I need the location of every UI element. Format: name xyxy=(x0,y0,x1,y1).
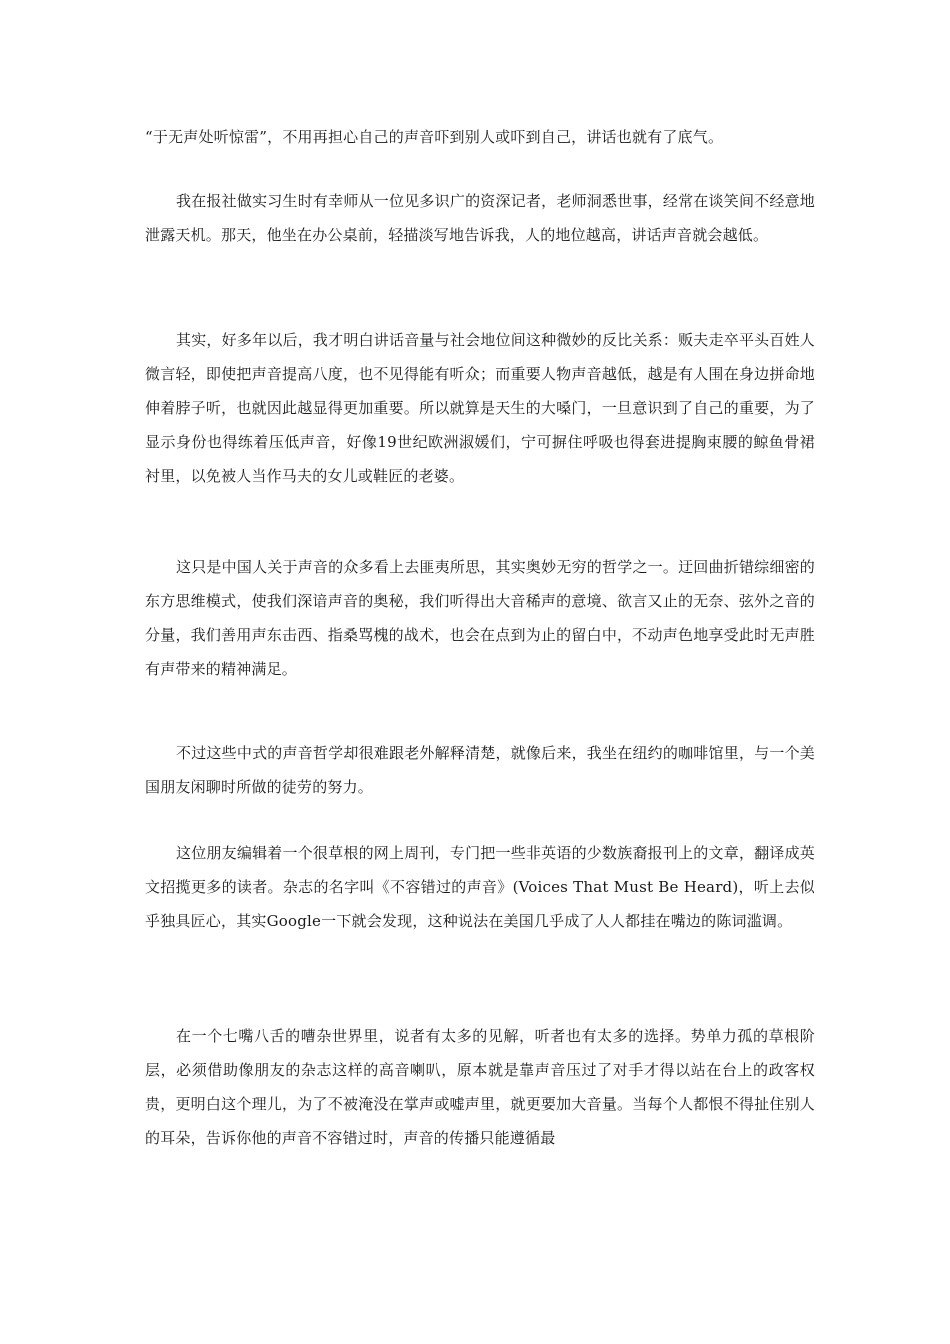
paragraph-7: 在一个七嘴八舌的嘈杂世界里，说者有太多的见解，听者也有太多的选择。势单力孤的草根阶层，必须借助像朋友的杂志这样的高音喇叭，原本就是靠声音压过了对手才得以站在台上的政客权贵，更明白这个理儿，为了不被淹没在掌声或嘘声里，就更要加大音量。当每个人都恨不得扯住别人的耳朵，告诉你他的声音不容错过时，声音的传播只能遵循最 xyxy=(145,1027,815,1147)
paragraph-1: “于无声处听惊雷”，不用再担心自己的声音吓到别人或吓到自己，讲话也就有了底气。 xyxy=(145,128,724,146)
paragraph-3: 其实，好多年以后，我才明白讲话音量与社会地位间这种微妙的反比关系：贩夫走卒平头百姓人微言轻，即使把声音提高八度，也不见得能有听众；而重要人物声音越低，越是有人围在身边拼命地伸着脖子听，也就因此越显得更加重要。所以就算是天生的大嗓门，一旦意识到了自己的重要，为了显示身份也得练着压低声音，好像19世纪欧洲淑媛们，宁可摒住呼吸也得套进提胸束腰的鲸鱼骨裙衬里，以免被人当作马夫的女儿或鞋匠的老婆。 xyxy=(145,331,815,485)
paragraph-5: 不过这些中式的声音哲学却很难跟老外解释清楚，就像后来，我坐在纽约的咖啡馆里，与一个美国朋友闲聊时所做的徒劳的努力。 xyxy=(145,744,815,796)
paragraph-4: 这只是中国人关于声音的众多看上去匪夷所思，其实奥妙无穷的哲学之一。迂回曲折错综细密的东方思维模式，使我们深谙声音的奥秘，我们听得出大音稀声的意境、欲言又止的无奈、弦外之音的分量，我们善用声东击西、指桑骂槐的战术，也会在点到为止的留白中，不动声色地享受此时无声胜有声带来的精神满足。 xyxy=(145,558,815,678)
paragraph-6: 这位朋友编辑着一个很草根的网上周刊，专门把一些非英语的少数族裔报刊上的文章，翻译成英文招揽更多的读者。杂志的名字叫《不容错过的声音》(Voices That Must Be Heard)，听上去似乎独具匠心，其实Google一下就会发现，这种说法在美国几乎成了人人都挂在嘴边的陈词滥调。 xyxy=(145,844,815,930)
paragraph-2: 我在报社做实习生时有幸师从一位见多识广的资深记者，老师洞悉世事，经常在谈笑间不经意地泄露天机。那天，他坐在办公桌前，轻描淡写地告诉我，人的地位越高，讲话声音就会越低。 xyxy=(145,192,815,244)
